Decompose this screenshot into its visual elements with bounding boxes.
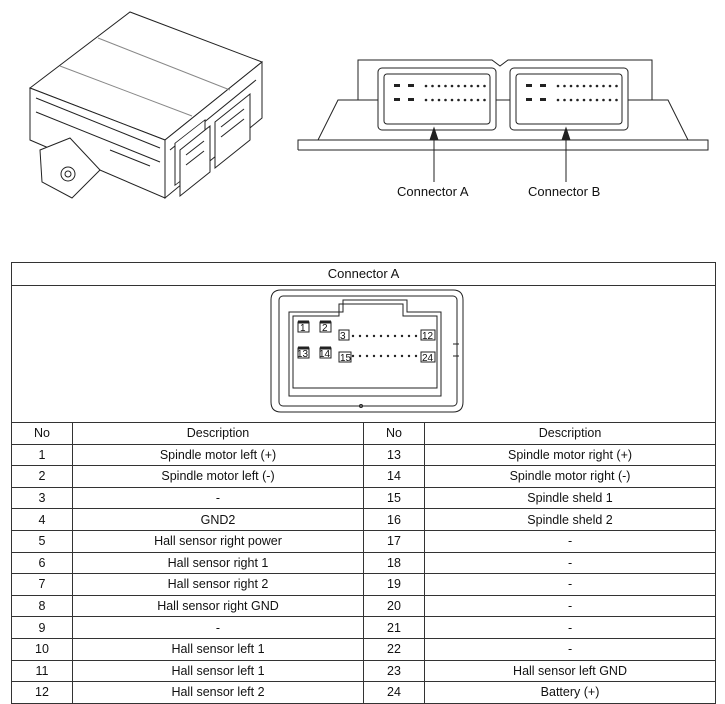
table-row [12, 509, 716, 531]
connector-a-arrow [430, 128, 438, 182]
pin-dot [583, 85, 586, 88]
pin-label-13: 13 [296, 349, 308, 360]
table-row [12, 574, 716, 596]
pin-slot [526, 84, 532, 87]
header-no-right: No [364, 423, 425, 445]
pin-description-cell: Hall sensor left 1 [73, 638, 364, 660]
pin-dot [386, 335, 388, 337]
pin-dot [438, 99, 441, 102]
pin-number-cell: 2 [12, 466, 73, 488]
table-row [12, 682, 716, 704]
pin-number-cell: 22 [364, 638, 425, 660]
pin-dot [379, 335, 381, 337]
table-header-row [12, 423, 716, 445]
pin-number-cell: 7 [12, 574, 73, 596]
header-no-left: No [12, 423, 73, 445]
pin-dot [393, 335, 395, 337]
pin-number-cell: 24 [364, 682, 425, 704]
pin-dot [386, 355, 388, 357]
header-description-right: Description [425, 423, 716, 445]
pin-number-cell: 17 [364, 530, 425, 552]
pin-number-cell: 3 [12, 487, 73, 509]
pin-slot [408, 84, 414, 87]
pin-dot [589, 99, 592, 102]
pin-dot [451, 85, 454, 88]
pin-number-cell: 21 [364, 617, 425, 639]
pin-dot [483, 99, 486, 102]
table-row [12, 617, 716, 639]
pin-dot [557, 85, 560, 88]
pin-dot [351, 335, 353, 337]
pin-dot [438, 85, 441, 88]
pin-number-cell: 1 [12, 444, 73, 466]
pin-description-cell: - [425, 574, 716, 596]
pin-description-cell: Spindle sheld 1 [425, 487, 716, 509]
pin-description-cell: Hall sensor right GND [73, 595, 364, 617]
pin-dot [563, 99, 566, 102]
pin-label-1: 1 [299, 323, 306, 334]
pin-dot [557, 99, 560, 102]
pin-dot [583, 99, 586, 102]
header-description-left: Description [73, 423, 364, 445]
pin-dot [596, 85, 599, 88]
pin-dot [358, 355, 360, 357]
pin-number-cell: 5 [12, 530, 73, 552]
pin-dot [444, 85, 447, 88]
pin-description-cell: Spindle sheld 2 [425, 509, 716, 531]
pin-number-cell: 12 [12, 682, 73, 704]
table-row [12, 444, 716, 466]
module-illustration [0, 0, 725, 260]
pin-label-2: 2 [321, 323, 328, 334]
pin-number-cell: 16 [364, 509, 425, 531]
pin-dot [400, 335, 402, 337]
pin-dot [596, 99, 599, 102]
pin-dot [365, 335, 367, 337]
pin-number-cell: 13 [364, 444, 425, 466]
pin-label-24: 24 [421, 353, 433, 364]
table-row [12, 595, 716, 617]
pin-dot [563, 85, 566, 88]
pin-description-cell: Spindle motor right (-) [425, 466, 716, 488]
pin-slot [408, 98, 414, 101]
pin-dot [602, 85, 605, 88]
connector-a-pinout-table [11, 262, 716, 704]
pin-number-cell: 9 [12, 617, 73, 639]
connector-a-callout: Connector A [397, 184, 469, 199]
pin-description-cell: Hall sensor left 1 [73, 660, 364, 682]
pin-dot [451, 99, 454, 102]
pin-dot [358, 335, 360, 337]
pin-dot [589, 85, 592, 88]
pin-dot [400, 355, 402, 357]
table-row [12, 552, 716, 574]
pin-number-cell: 15 [364, 487, 425, 509]
module-front-view [298, 60, 708, 150]
pin-dot [425, 99, 428, 102]
table-row [12, 638, 716, 660]
pin-dot [457, 85, 460, 88]
table-row [12, 487, 716, 509]
pin-description-cell: Hall sensor right 1 [73, 552, 364, 574]
pin-description-cell: Hall sensor right 2 [73, 574, 364, 596]
module-3d-view [30, 12, 262, 198]
pin-number-cell: 10 [12, 638, 73, 660]
pin-dot [576, 85, 579, 88]
pin-number-cell: 14 [364, 466, 425, 488]
pin-description-cell: - [425, 552, 716, 574]
pin-description-cell: - [425, 617, 716, 639]
pin-number-cell: 6 [12, 552, 73, 574]
pin-dot [570, 99, 573, 102]
pin-dot [615, 99, 618, 102]
pin-description-cell: Spindle motor left (+) [73, 444, 364, 466]
connector-a-face-cell [12, 286, 716, 423]
pin-dot [609, 99, 612, 102]
pin-dot [407, 355, 409, 357]
pin-description-cell: Hall sensor left GND [425, 660, 716, 682]
pin-dot [425, 85, 428, 88]
pin-number-cell: 19 [364, 574, 425, 596]
pin-dot [464, 99, 467, 102]
pin-dot [414, 355, 416, 357]
pin-description-cell: - [73, 487, 364, 509]
pin-dot [477, 85, 480, 88]
pin-label-3: 3 [339, 331, 346, 342]
pin-dot [372, 335, 374, 337]
pin-dot [576, 99, 579, 102]
table-row [12, 466, 716, 488]
pin-description-cell: Spindle motor left (-) [73, 466, 364, 488]
pin-slot [540, 98, 546, 101]
pin-number-cell: 4 [12, 509, 73, 531]
pin-description-cell: Spindle motor right (+) [425, 444, 716, 466]
pin-dot [407, 335, 409, 337]
table-row [12, 530, 716, 552]
pin-label-14: 14 [318, 349, 330, 360]
pin-dot [351, 355, 353, 357]
table-row [12, 660, 716, 682]
pin-description-cell: - [425, 530, 716, 552]
pin-label-15: 15 [339, 353, 351, 364]
pin-dot [609, 85, 612, 88]
pin-number-cell: 18 [364, 552, 425, 574]
pin-dot [615, 85, 618, 88]
pin-dot [477, 99, 480, 102]
pin-dot [570, 85, 573, 88]
pin-dot [464, 85, 467, 88]
connector-a-face-diagram [13, 286, 715, 416]
pin-dot [431, 99, 434, 102]
pin-description-cell: Hall sensor right power [73, 530, 364, 552]
pin-number-cell: 20 [364, 595, 425, 617]
pin-dot [457, 99, 460, 102]
pin-dot [602, 99, 605, 102]
pin-number-cell: 11 [12, 660, 73, 682]
pin-dot [431, 85, 434, 88]
connector-b-callout: Connector B [528, 184, 601, 199]
pin-description-cell: - [425, 638, 716, 660]
pin-description-cell: GND2 [73, 509, 364, 531]
pin-description-cell: Battery (+) [425, 682, 716, 704]
pin-dot [393, 355, 395, 357]
pin-dot [444, 99, 447, 102]
pin-dot [379, 355, 381, 357]
pin-dot [414, 335, 416, 337]
pin-number-cell: 23 [364, 660, 425, 682]
pin-slot [526, 98, 532, 101]
pin-dot [372, 355, 374, 357]
pin-slot [540, 84, 546, 87]
pin-dot [470, 85, 473, 88]
pin-dot [483, 85, 486, 88]
pin-slot [394, 98, 400, 101]
pin-dot [470, 99, 473, 102]
table-caption: Connector A [12, 263, 716, 286]
pin-description-cell: - [73, 617, 364, 639]
pin-description-cell: - [425, 595, 716, 617]
pin-dot [365, 355, 367, 357]
pin-number-cell: 8 [12, 595, 73, 617]
pin-slot [394, 84, 400, 87]
connector-b-arrow [562, 128, 570, 182]
pin-label-12: 12 [421, 331, 433, 342]
pin-description-cell: Hall sensor left 2 [73, 682, 364, 704]
